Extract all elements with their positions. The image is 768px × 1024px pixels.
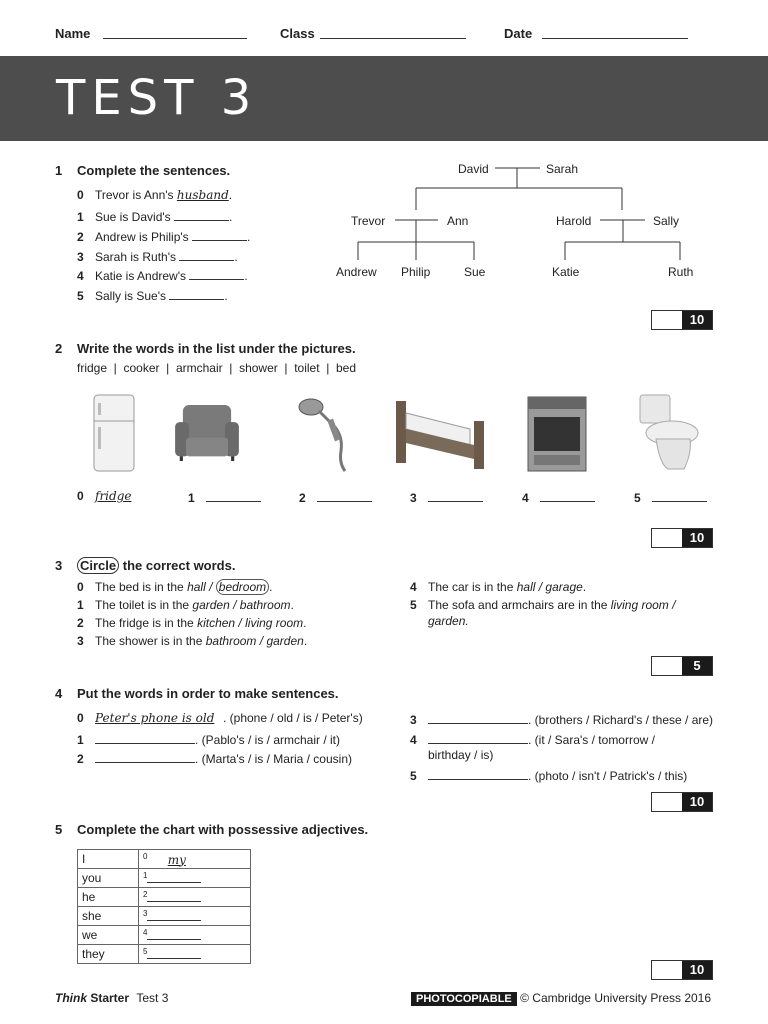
pronoun-cell: he	[78, 888, 139, 907]
question-title	[77, 558, 235, 573]
q4-item-2	[77, 750, 352, 766]
tree-sarah: Sarah	[546, 162, 579, 176]
answer-blank[interactable]	[147, 889, 201, 902]
item-text: Trevor is Ann's	[95, 188, 174, 202]
q1-item-3	[77, 248, 238, 264]
item-text: The car is in the	[428, 580, 514, 594]
q4-item-3	[410, 711, 713, 727]
q1-item-1	[77, 208, 232, 224]
item-text: Sue is David's	[95, 210, 171, 224]
book-name-italic: Think	[55, 991, 87, 1005]
q4-item-5	[410, 767, 687, 783]
pronoun-cell: she	[78, 907, 139, 926]
picture-label-2	[299, 489, 372, 505]
option-b[interactable]: living room	[245, 616, 304, 630]
cell-number: 0	[143, 851, 148, 861]
example-answer: my	[167, 852, 186, 867]
answer-blank[interactable]	[179, 248, 234, 261]
item-number: 3	[77, 634, 84, 648]
chart-row	[78, 850, 251, 869]
answer-blank[interactable]	[428, 711, 528, 724]
item-number: 3	[77, 250, 84, 264]
label-number: 2	[299, 491, 306, 505]
option-b[interactable]: garden.	[428, 614, 469, 628]
score-box	[651, 792, 713, 812]
label-number: 5	[634, 491, 641, 505]
tree-philip: Philip	[401, 265, 431, 279]
score-total: 10	[682, 311, 712, 329]
score-total: 10	[682, 961, 712, 979]
item-words: . (photo / isn't / Patrick's / this)	[528, 769, 688, 783]
item-text: Katie is Andrew's	[95, 269, 187, 283]
question-number: 2	[55, 341, 63, 356]
item-number: 0	[77, 580, 84, 594]
option-b[interactable]: garden	[266, 634, 304, 648]
question-number: 1	[55, 163, 63, 178]
name-label: Name	[55, 26, 91, 41]
example-answer: Peter's phone is old	[95, 711, 215, 725]
tree-david: David	[458, 162, 489, 176]
name-field[interactable]	[103, 38, 247, 39]
q3-item-5	[410, 598, 675, 612]
score-entry[interactable]	[652, 311, 682, 329]
label-number: 1	[188, 491, 195, 505]
cell-number: 1	[143, 871, 148, 880]
chart-row	[78, 926, 251, 945]
answer-blank[interactable]	[206, 489, 261, 502]
q3-item-1	[77, 598, 294, 612]
score-entry[interactable]	[652, 961, 682, 979]
item-number: 4	[410, 580, 417, 594]
option-a[interactable]: living room	[610, 598, 669, 612]
tree-katie: Katie	[552, 265, 580, 279]
option-b[interactable]: bathroom	[239, 598, 291, 612]
picture-label-4	[522, 489, 595, 505]
chart-row	[78, 888, 251, 907]
tree-ruth: Ruth	[668, 265, 694, 279]
answer-cell	[139, 888, 251, 907]
class-label: Class	[280, 26, 315, 41]
tree-ann: Ann	[447, 214, 469, 228]
item-words: . (Pablo's / is / armchair / it)	[195, 733, 340, 747]
tree-andrew: Andrew	[336, 265, 377, 279]
option-sep: /	[229, 598, 240, 612]
pronoun-cell: you	[78, 869, 139, 888]
item-number: 1	[77, 733, 84, 747]
option-a[interactable]: hall	[187, 580, 206, 594]
cell-number: 2	[143, 890, 148, 899]
item-words: . (phone / old / is / Peter's)	[223, 711, 363, 725]
question-title: Put the words in order to make sentences.	[77, 686, 339, 701]
item-punct: .	[244, 269, 248, 283]
tree-harold: Harold	[556, 214, 592, 228]
answer-blank[interactable]	[428, 489, 483, 502]
item-number: 4	[410, 733, 417, 747]
answer-blank[interactable]	[147, 870, 201, 883]
score-box	[651, 656, 713, 676]
toilet-icon	[632, 393, 702, 473]
score-total: 10	[682, 529, 712, 547]
option-sep: /	[235, 616, 246, 630]
q1-item-2	[77, 228, 250, 244]
q4-item-1	[77, 731, 340, 747]
cell-number: 4	[143, 928, 148, 937]
title-rest: the correct words.	[122, 558, 236, 573]
item-punct: .	[234, 250, 238, 264]
item-text: The sofa and armchairs are in the	[428, 598, 608, 612]
answer-blank[interactable]	[174, 208, 229, 221]
item-number: 0	[77, 711, 84, 725]
item-punct: .	[247, 230, 251, 244]
question-title: Complete the sentences.	[77, 163, 231, 178]
score-box	[651, 960, 713, 980]
pronoun-cell: we	[78, 926, 139, 945]
score-box	[651, 310, 713, 330]
score-entry[interactable]	[652, 529, 682, 547]
date-field[interactable]	[542, 38, 688, 39]
answer-blank[interactable]	[169, 287, 224, 300]
item-number: 5	[410, 598, 417, 612]
question-title: Complete the chart with possessive adjectives.	[77, 822, 369, 837]
footer-right	[411, 991, 711, 1005]
item-words: . (brothers / Richard's / these / are)	[528, 713, 714, 727]
question-title: Write the words in the list under the pictures.	[77, 341, 356, 356]
option-a[interactable]: kitchen	[197, 616, 236, 630]
option-sep: /	[535, 580, 546, 594]
item-punct: .	[224, 289, 228, 303]
chart-row	[78, 945, 251, 964]
answer-cell	[139, 850, 251, 869]
score-entry[interactable]	[652, 657, 682, 675]
cooker-icon	[522, 393, 592, 473]
q4-item-0	[77, 711, 363, 725]
q1-item-0	[77, 188, 232, 202]
option-a[interactable]: garden	[192, 598, 230, 612]
q4-item-4	[410, 731, 655, 747]
item-words: . (Marta's / is / Maria / cousin)	[195, 752, 352, 766]
item-text: Sally is Sue's	[95, 289, 166, 303]
score-total: 10	[682, 793, 712, 811]
picture-label-1	[188, 489, 261, 505]
circle-word: Circle	[77, 557, 119, 574]
item-text: Andrew is Philip's	[95, 230, 189, 244]
example-answer: fridge	[95, 489, 132, 503]
picture-label-0	[77, 489, 150, 503]
item-text: The bed is in the	[95, 580, 184, 594]
tree-sally: Sally	[653, 214, 680, 228]
answer-blank[interactable]	[428, 731, 528, 744]
label-number: 4	[522, 491, 529, 505]
answer-blank[interactable]	[540, 489, 595, 502]
item-text: The toilet is in the	[95, 598, 190, 612]
date-label: Date	[504, 26, 533, 41]
answer-blank[interactable]	[189, 267, 244, 280]
item-punct: .	[229, 210, 233, 224]
footer-book	[55, 991, 168, 1005]
word-list: fridge | cooker | armchair | shower | toilet | bed	[77, 361, 357, 375]
item-text: Sarah is Ruth's	[95, 250, 176, 264]
pronoun-cell: they	[78, 945, 139, 964]
item-number: 1	[77, 598, 84, 612]
question-number: 4	[55, 686, 63, 701]
item-punct: .	[269, 580, 273, 594]
option-b-circled[interactable]: bedroom	[216, 579, 269, 595]
label-number: 0	[77, 489, 84, 503]
question-number: 3	[55, 558, 63, 573]
example-answer: husband	[176, 188, 229, 202]
cell-number: 5	[143, 947, 148, 956]
option-sep: /	[205, 580, 216, 594]
q3-item-3	[77, 634, 307, 648]
item-punct: .	[228, 188, 233, 202]
option-a[interactable]: bathroom	[205, 634, 257, 648]
option-sep: /	[256, 634, 267, 648]
label-number: 3	[410, 491, 417, 505]
pronoun-cell: I	[78, 850, 139, 869]
shower-icon	[295, 393, 365, 473]
answer-blank[interactable]	[95, 750, 195, 763]
item-number: 5	[77, 289, 84, 303]
tree-sue: Sue	[464, 265, 486, 279]
answer-blank[interactable]	[147, 927, 201, 940]
armchair-icon	[172, 393, 242, 473]
score-box	[651, 528, 713, 548]
score-entry[interactable]	[652, 793, 682, 811]
chart-row	[78, 869, 251, 888]
item-number: 1	[77, 210, 84, 224]
item-punct: .	[303, 634, 308, 648]
cell-number: 3	[143, 909, 148, 918]
item-punct: .	[290, 598, 294, 612]
page-title: TEST 3	[56, 70, 258, 126]
copyright-text: © Cambridge University Press 2016	[520, 991, 712, 1005]
item-number: 5	[410, 769, 417, 783]
item-punct: .	[582, 580, 587, 594]
option-sep: /	[668, 598, 676, 612]
q3-item-0	[77, 580, 273, 594]
option-a[interactable]: hall	[516, 580, 536, 594]
chart-row	[78, 907, 251, 926]
q3-item-2	[77, 616, 306, 630]
book-name-rest: Starter	[87, 991, 130, 1005]
answer-blank[interactable]	[192, 228, 247, 241]
class-field[interactable]	[320, 38, 466, 39]
item-text: The fridge is in the	[95, 616, 194, 630]
item-number: 0	[77, 188, 84, 202]
photocopiable-badge: PHOTOCOPIABLE	[411, 992, 517, 1006]
answer-blank[interactable]	[147, 946, 201, 959]
possessive-chart	[77, 849, 251, 964]
item-number: 3	[410, 713, 417, 727]
picture-label-5	[634, 489, 707, 505]
answer-blank[interactable]	[147, 908, 201, 921]
picture-label-3	[410, 489, 483, 505]
answer-blank[interactable]	[428, 767, 528, 780]
item-number: 2	[77, 230, 84, 244]
bed-icon	[392, 393, 488, 473]
answer-cell	[139, 926, 251, 945]
item-number: 2	[77, 752, 84, 766]
fridge-icon	[82, 393, 152, 473]
answer-blank[interactable]	[95, 731, 195, 744]
footer-test: Test 3	[136, 991, 169, 1005]
answer-cell	[139, 907, 251, 926]
q1-item-4	[77, 267, 248, 283]
q4-item-4-line2: birthday / is)	[428, 748, 494, 762]
item-words: . (it / Sara's / tomorrow /	[528, 733, 655, 747]
q3-item-5-line2	[428, 614, 469, 628]
question-number: 5	[55, 822, 63, 837]
item-number: 2	[77, 616, 84, 630]
q1-item-5	[77, 287, 228, 303]
answer-cell	[139, 945, 251, 964]
answer-blank[interactable]	[652, 489, 707, 502]
item-punct: .	[303, 616, 307, 630]
score-total: 5	[682, 657, 712, 675]
answer-blank[interactable]	[317, 489, 372, 502]
answer-cell	[139, 869, 251, 888]
item-text: The shower is in the	[95, 634, 203, 648]
q3-item-4	[410, 580, 586, 594]
option-b[interactable]: garage	[545, 580, 583, 594]
tree-trevor: Trevor	[351, 214, 386, 228]
item-number: 4	[77, 269, 84, 283]
